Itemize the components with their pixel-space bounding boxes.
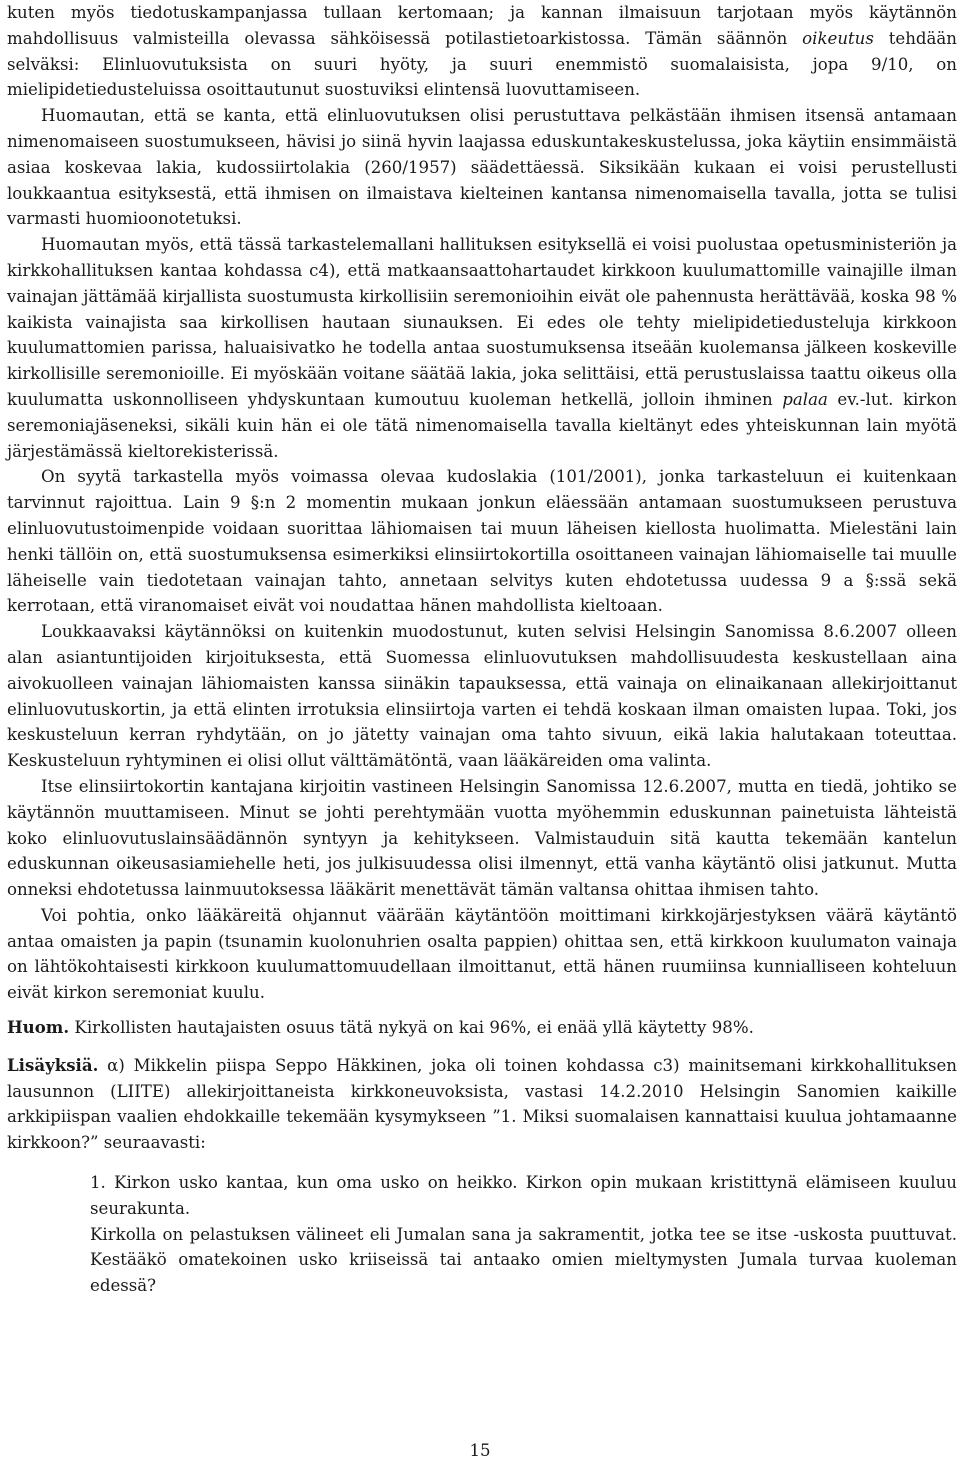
paragraph: On syytä tarkastella myös voimassa olevaa kudoslakia (101/2001), jonka tarkasteluun ei kuitenkaan tarvinnut rajoittua. Lain 9 §:n 2 momentin mukaan jonkun eläessään antamaan suostumukseen perustuva elinluovutustoimenpide voidaan suorittaa lähiomaisen tai muun läheisen kiellosta huolimatta. Mielestäni lain henki tällöin on, että suostumuksensa esimerkiksi elinsiirtokortilla osoittaneen vainajan lähiomaiselle tai muulle läheiselle vain tiedotetaan vainajan tahto, annetaan selvitys kuten ehdotetussa uudessa 9 a §:ssä sekä kerrotaan, että viranomaiset eivät voi noudattaa hänen mahdollista kieltoaan.: [7, 467, 957, 616]
paragraph: kuten myös tiedotuskampanjassa tullaan kertomaan; ja kannan ilmaisuun tarjotaan myös käytännön mahdollisuus valmisteilla olevassa sähköisessä potilastietoarkistossa. Tämän säännön oikeutus tehdään selväksi: Elinluovutuksista on suuri hyöty, ja suuri enemmistö suomalaisista, jopa 9/10, on mielipidetiedusteluissa osoittautunut suostuviksi elintensä luovuttamiseen.: [7, 3, 957, 100]
note-paragraph: Huom. Kirkollisten hautajaisten osuus tätä nykyä on kai 96%, ei enää yllä käytetty 98%.: [7, 1017, 754, 1038]
paragraph: Itse elinsiirtokortin kantajana kirjoitin vastineen Helsingin Sanomissa 12.6.2007, mutta en tiedä, johtiko se käytännön muuttamiseen. Minut se johti perehtymään vuotta myöhemmin eduskunnan painetuista lähteistä koko elinluovutuslainsäädännön syntyyn ja kehitykseen. Valmistauduin sitä kautta tekemään kantelun eduskunnan oikeusasiamiehelle heti, jos julkisuudessa olisi ilmennyt, että vanha käytäntö olisi jatkunut. Mutta onneksi ehdotetussa lainmuutoksessa lääkärit menettävät tämän valtansa ohittaa ihmisen tahto.: [7, 776, 957, 900]
paragraph: Huomautan myös, että tässä tarkastelemallani hallituksen esityksellä ei voisi puolustaa opetusministeriön ja kirkkohallituksen kantaa kohdassa c4), että matkaansaattohartaudet kirkkoon kuulumattomille vainajille ilman vainajan jättämää kirjallista suostumusta kirkollisiin seremonioihin eivät ole pahennusta herättävää, koska 98 % kaikista vainajista saa kirkollisen hautaan siunauksen. Ei edes ole tehty mielipidetiedusteluja kirkkoon kuulumattomien parissa, haluaisivatko he todella antaa suostumuksensa itseään kuolemansa jälkeen koskeville kirkollisille seremonioille. Ei myöskään voitane säätää lakia, joka selittäisi, että perustuslaissa taattu oikeus olla kuulumatta uskonnolliseen yhdyskuntaan kumoutuu kuoleman hetkellä, jolloin ihminen palaa ev.-lut. kirkon seremoniajäseneksi, sikäli kuin hän ei ole tätä nimenomaisella tavalla kieltänyt edes yhteiskunnan lain myötä järjestämässä kieltorekisterissä.: [7, 235, 957, 461]
paragraph: Huomautan, että se kanta, että elinluovutuksen olisi perustuttava pelkästään ihmisen itsensä antamaan nimenomaiseen suostumukseen, hävisi jo siinä hyvin laajassa eduskuntakeskustelussa, joka käytiin ensimmäistä asiaa koskevaa lakia, kudossiirtolakia (260/1957) säädettäessä. Siksikään kukaan ei voisi perustellusti loukkaantua esityksestä, että ihmisen on ilmaistava kielteinen kantansa nimenomaisella tavalla, jotta se tulisi varmasti huomioonotetuksi.: [7, 106, 957, 229]
alpha-marker: α): [98, 1055, 125, 1075]
list-item: 1. Kirkon usko kantaa, kun oma usko on heikko. Kirkon opin mukaan kristittynä elämiseen kuuluu seurakunta.: [90, 1173, 957, 1218]
document-page: [7, 0, 957, 1299]
list-item: Kirkolla on pelastuksen välineet eli Jumalan sana ja sakramentit, jotka tee se itse -uskosta puuttuvat. Kestääkö omatekoinen usko kriiseissä tai antaako omien mieltymysten Jumala turvaa kuoleman edessä?: [90, 1224, 957, 1296]
addition-paragraph: Lisäyksiä. α) Mikkelin piispa Seppo Häkkinen, joka oli toinen kohdassa c3) mainitsemani kirkkohallituksen lausunnon (LIITE) allekirjoittaneista kirkkoneuvoksista, vastasi 14.2.2010 Helsingin Sanomien kaikille arkkipiispan vaalien ehdokkaille tekemään kysymykseen ”1. Miksi suomalaisen kannattaisi kuulua johtamaanne kirkkoon?” seuraavasti:: [7, 1054, 957, 1153]
emphasis: oikeutus: [802, 28, 874, 48]
paragraph: Voi pohtia, onko lääkäreitä ohjannut väärään käytäntöön moittimani kirkkojärjestyksen väärä käytäntö antaa omaisten ja papin (tsunamin kuolonuhrien osalta pappien) ohittaa sen, että kirkkoon kuulumaton vainaja on lähtökohtaisesti kirkkoon kuulumattomuudellaan ilmoittanut, että hänen ruumiinsa kunnialliseen kohteluun eivät kirkon seremoniat kuulu.: [7, 905, 957, 1003]
paragraph: Loukkaavaksi käytännöksi on kuitenkin muodostunut, kuten selvisi Helsingin Sanomissa 8.6.2007 olleen alan asiantuntijoiden kirjoituksesta, että Suomessa elinluovutuksen mahdollisuudesta keskustellaan aina aivokuolleen vainajan lähiomaisten kanssa siinäkin tapauksessa, että vainaja on elinaikanaan allekirjoittanut elinluovutuskortin, ja että elinten irrotuksia elinsiirtoja varten ei tehdä koskaan ilman omaisten lupaa. Toki, jos keskusteluun kerran ryhdytään, on jo jätetty vainajan oma tahto sivuun, eikä lakia halutakaan toteuttaa. Keskusteluun ryhtyminen ei olisi ollut välttämätöntä, vaan lääkäreiden oma valinta.: [7, 622, 957, 771]
addition-label: Lisäyksiä.: [7, 1054, 99, 1075]
emphasis: palaa: [782, 389, 828, 409]
quoted-answer: [90, 1170, 957, 1299]
note-label: Huom.: [7, 1017, 70, 1038]
page-number: 15: [469, 1441, 491, 1460]
